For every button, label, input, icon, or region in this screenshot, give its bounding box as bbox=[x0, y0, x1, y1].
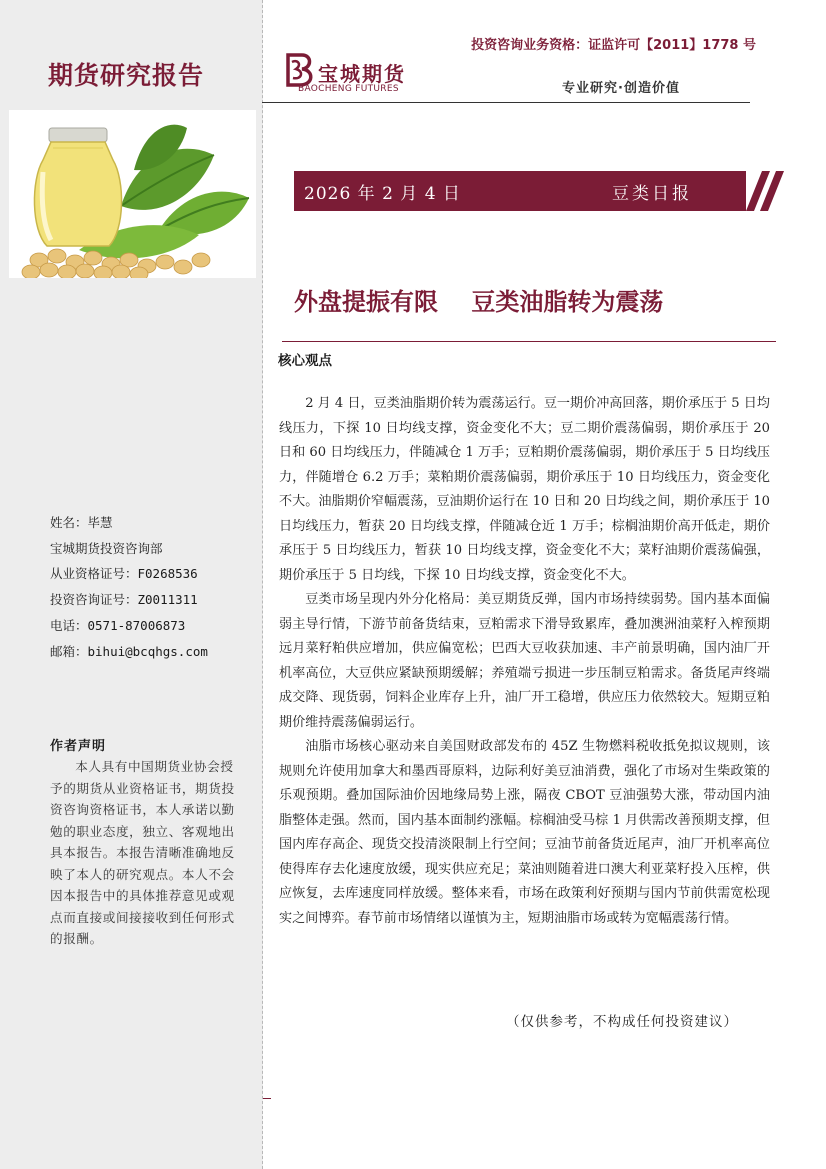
report-body bbox=[279, 392, 770, 931]
author-email: 邮箱：bihui@bcqhgs.com bbox=[50, 643, 208, 659]
company-slogan: 专业研究·创造价值 bbox=[562, 81, 680, 96]
margin-tick-mark bbox=[263, 1098, 271, 1099]
author-consulting-no: 投资咨询证号：Z0011311 bbox=[50, 592, 198, 608]
header-divider bbox=[262, 102, 750, 103]
report-headline: 外盘提振有限 豆类油脂转为震荡 bbox=[294, 288, 664, 316]
author-department: 宝城期货投资咨询部 bbox=[50, 540, 163, 556]
body-paragraph: 豆类市场呈现内外分化格局：美豆期货反弹，国内市场持续弱势。国内基本面偏弱主导行情，下游节前备货结束，豆粕需求下滑导致累库，叠加澳洲油菜籽入榨预期远月菜籽粕供应增加，供应偏宽松；巴西大豆收获加速、丰产前景明确，国内油厂开机率高位，大豆供应紧缺预期缓解；养殖端亏损进一步压制豆粕需求。备货尾声终端成交降、现货弱，饲料企业库存上升，油厂开工稳增，供应压力依然较大。短期豆粕期价维持震荡偏弱运行。 bbox=[279, 592, 770, 730]
headline-divider bbox=[282, 341, 776, 342]
cover-photo-oil-and-soybeans bbox=[9, 110, 256, 278]
report-type-title: 期货研究报告 bbox=[48, 61, 205, 90]
declaration-title: 作者声明 bbox=[50, 739, 107, 754]
body-paragraph: 油脂市场核心驱动来自美国财政部发布的 45Z 生物燃料税收抵免拟议规则，该规则允许使用加拿大和墨西哥原料，边际利好美豆油消费，强化了市场对生柴政策的乐观预期。叠加国际油价因地缘局势上涨，隔夜 CBOT 豆油强势大涨，带动国内油脂整体走强。然而，国内基本面制约涨幅。棕榈油受马棕 1 月供需改善预期支撑，但国内库存高企、现货交投清淡限制上行空间；豆油节前备货近尾声，油厂开机率高位使得库存去化速度放缓，现实供应充足；菜油则随着进口澳大利亚菜籽投入压榨，供应恢复，去库速度同样放缓。整体来看，市场在政策利好预期与国内节前供需宽松现实之间博弈。春节前市场情绪以谨慎为主，短期油脂市场或转为宽幅震荡行情。 bbox=[279, 739, 770, 926]
body-paragraph: 2 月 4 日，豆类油脂期价转为震荡运行。豆一期价冲高回落，期价承压于 5 日均线压力，下探 10 日均线支撑，资金变化不大；豆二期价震荡偏弱，期价承压于 20 日和 60 日均线压力，伴随减仓 1 万手；豆粕期价震荡偏弱，期价承压于 5 日均线压力，伴随增仓 6.2 万手；菜粕期价震荡偏弱，期价承压于 10 日均线压力，资金变化不大。油脂期价窄幅震荡，豆油期价运行在 10 日和 20 日均线之间，期价承压于 10 日均线压力，暂获 20 日均线支撑，伴随减仓近 1 万手；棕榈油期价高开低走，期价承压于 5 日均线压力，暂获 10 日均线支撑，资金变化不大；菜籽油期价震荡偏强，期价承压于 5 日均线，下探 10 日均线支撑，资金变化不大。 bbox=[279, 396, 770, 583]
author-info bbox=[50, 510, 208, 664]
author-qualification-no: 从业资格证号：F0268536 bbox=[50, 566, 198, 582]
company-logo-subtitle: BAOCHENG FUTURES bbox=[298, 84, 399, 94]
report-category: 豆类日报 bbox=[612, 184, 692, 204]
investment-disclaimer: （仅供参考，不构成任何投资建议） bbox=[506, 1014, 738, 1030]
declaration-text: 本人具有中国期货业协会授予的期货从业资格证书，期货投资咨询资格证书，本人承诺以勤勉的职业态度，独立、客观地出具本报告。本报告清晰准确地反映了本人的研究观点。本人不会因本报告中的具体推荐意见或观点而直接或间接接收到任何形式的报酬。 bbox=[50, 759, 235, 946]
report-date: 2026 年 2 月 4 日 bbox=[304, 184, 461, 204]
author-phone: 电话：0571-87006873 bbox=[50, 617, 186, 633]
qualification-notice: 投资咨询业务资格：证监许可【2011】1778 号 bbox=[471, 38, 756, 53]
date-banner bbox=[294, 171, 746, 211]
sidebar bbox=[0, 0, 263, 1169]
banner-stripes-decoration bbox=[736, 171, 786, 215]
company-logo-name: 宝城期货 bbox=[318, 62, 406, 86]
author-name: 姓名：毕慧 bbox=[50, 515, 113, 530]
section-title-core-view: 核心观点 bbox=[278, 353, 332, 369]
